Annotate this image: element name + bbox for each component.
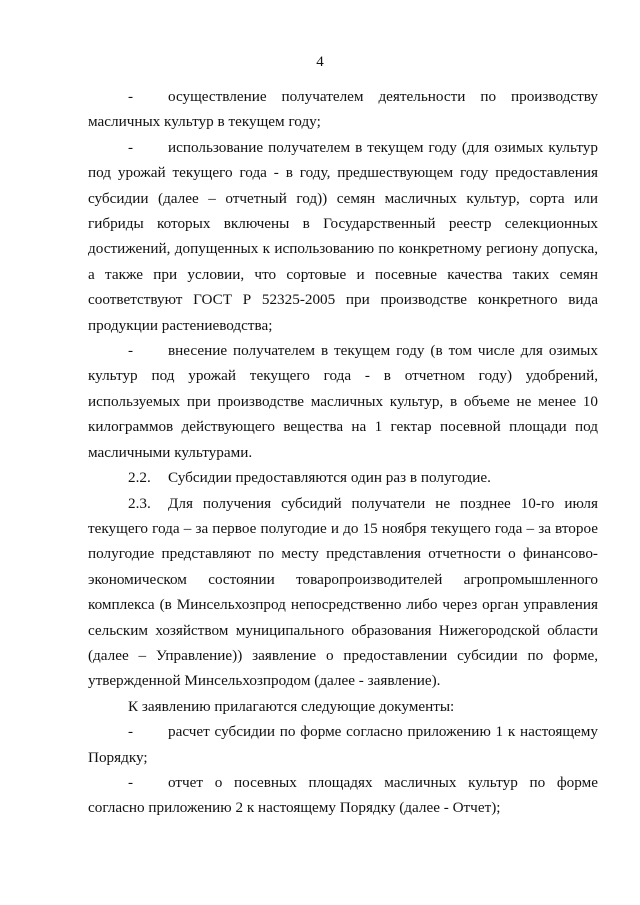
numbered-clause (88, 491, 598, 694)
clause-text: Для получения субсидий получатели не позднее 10-го июля текущего года – за первое полугодие и до 15 ноября текущего года – за второе полугодие представляют по месту представления отчетности о финансово-экономическом состоянии товаропроизводителей агропромышленного комплекса (в Минсельхозпрод непосредственно либо через орган управления сельским хозяйством муниципального образования Нижегородской области (далее – Управление)) заявление о предоставлении субсидии по форме, утвержденной Минсельхозпродом (далее - заявление). (88, 494, 598, 690)
paragraph (88, 694, 598, 719)
list-item (88, 338, 598, 465)
clause-number: 2.3. (128, 494, 151, 512)
list-item (88, 770, 598, 821)
dash-marker: - (128, 88, 134, 105)
clause-text: Субсидии предоставляются один раз в полугодие. (168, 469, 491, 487)
list-item-text: внесение получателем в текущем году (в том числе для озимых культур под урожай текущего года - в отчетном году) удобрений, используемых при производстве масличных культур, в объеме не менее 10 килограммов действующего вещества на 1 гектар посевной площади под масличными культурами. (88, 342, 598, 461)
page-number: 4 (316, 54, 324, 70)
clause-number: 2.2. (128, 469, 151, 487)
list-item (88, 135, 598, 338)
list-item-text: расчет субсидии по форме согласно приложению 1 к настоящему Порядку; (88, 723, 598, 766)
list-item-text: использование получателем в текущем году (для озимых культур под урожай текущего года - в году, предшествующем году предоставления субсидии (далее – отчетный год)) семян масличных культур, сорта или гибриды которых включены в Государственный реестр селекционных достижений, допущенных к использованию по конкретному региону допуска, а также при условии, что сортовые и посевные качества таких семян соответствуют ГОСТ Р 52325-2005 при производстве конкретного вида продукции растениеводства; (88, 138, 598, 334)
list-item-text: осуществление получателем деятельности по производству масличных культур в текущем году; (88, 88, 598, 131)
dash-marker: - (128, 138, 134, 156)
document-body (88, 84, 598, 821)
list-item (88, 84, 598, 135)
dash-marker: - (128, 342, 134, 360)
list-item (88, 719, 598, 770)
numbered-clause (88, 465, 598, 490)
paragraph-text: К заявлению прилагаются следующие документы: (128, 697, 455, 715)
list-item-text: отчет о посевных площадях масличных культур по форме согласно приложению 2 к настоящему Порядку (далее - Отчет); (88, 773, 598, 817)
dash-marker: - (128, 773, 134, 791)
dash-marker: - (128, 723, 134, 741)
